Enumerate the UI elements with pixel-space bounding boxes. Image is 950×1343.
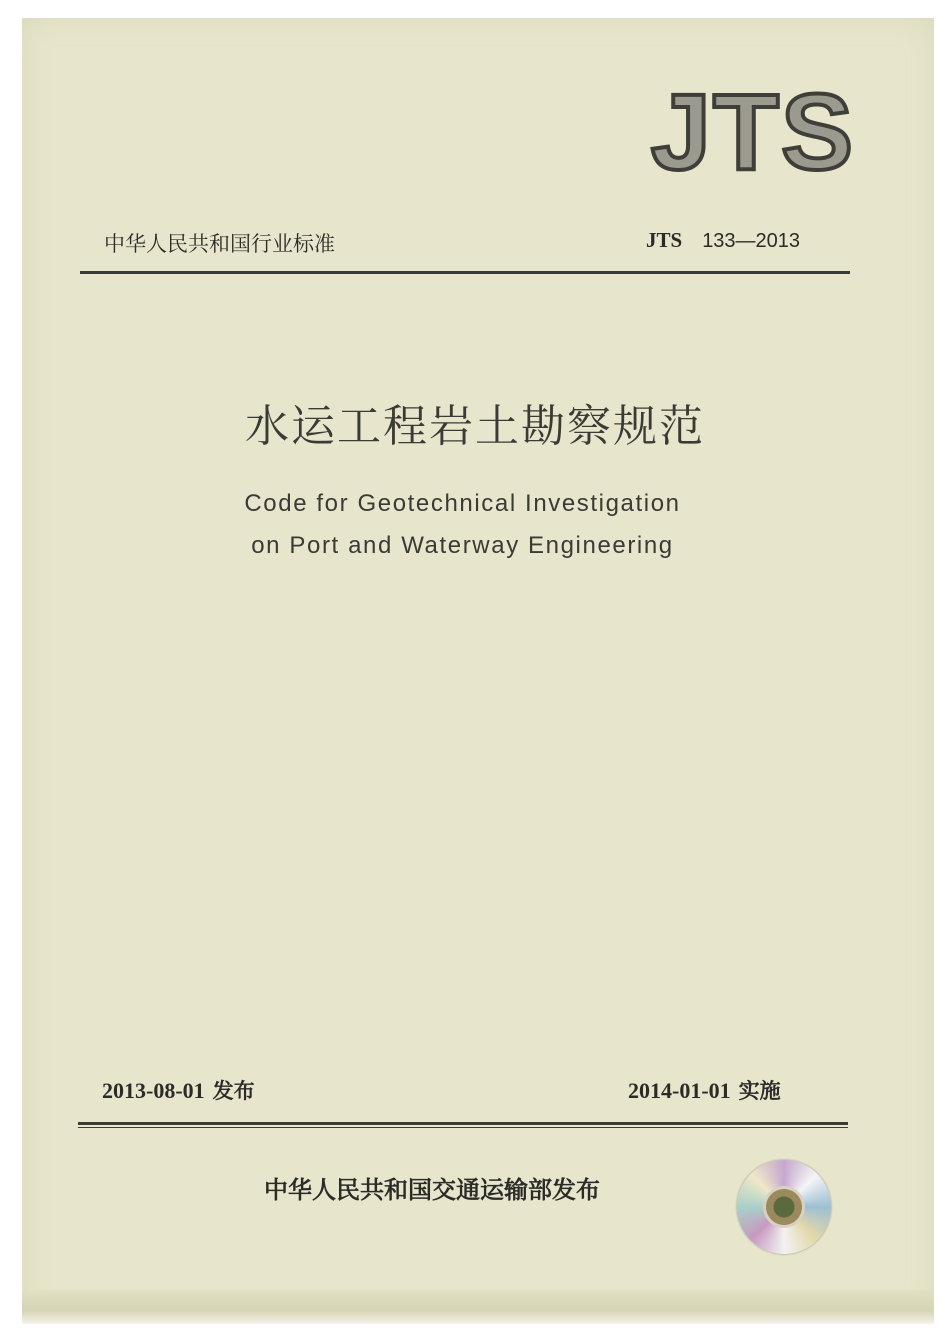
effective-date [628, 1075, 781, 1105]
jts-logo: JTS [650, 71, 855, 192]
title-english-line1: Code for Geotechnical Investigation [244, 490, 681, 517]
issue-date [102, 1075, 255, 1105]
standard-number [646, 228, 800, 253]
footer-divider-thick [78, 1122, 848, 1125]
issue-label: 发布 [212, 1079, 255, 1103]
effective-label: 实施 [738, 1079, 781, 1103]
title-english-line2: on Port and Waterway Engineering [251, 532, 674, 559]
cover-bottom-edge [22, 1290, 934, 1324]
footer-divider-thin [78, 1127, 848, 1128]
title-chinese: 水运工程岩土勘察规范 [245, 401, 705, 452]
standard-prefix: JTS [646, 228, 683, 252]
standard-code: 133—2013 [702, 230, 801, 252]
publisher: 中华人民共和国交通运输部发布 [264, 1176, 600, 1204]
hologram-emblem [763, 1186, 805, 1228]
hologram-seal-icon [737, 1160, 831, 1254]
issue-date-value: 2013-08-01 [102, 1078, 205, 1103]
industry-standard-label: 中华人民共和国行业标准 [104, 232, 335, 256]
effective-date-value: 2014-01-01 [628, 1078, 731, 1103]
header-divider [80, 271, 850, 274]
